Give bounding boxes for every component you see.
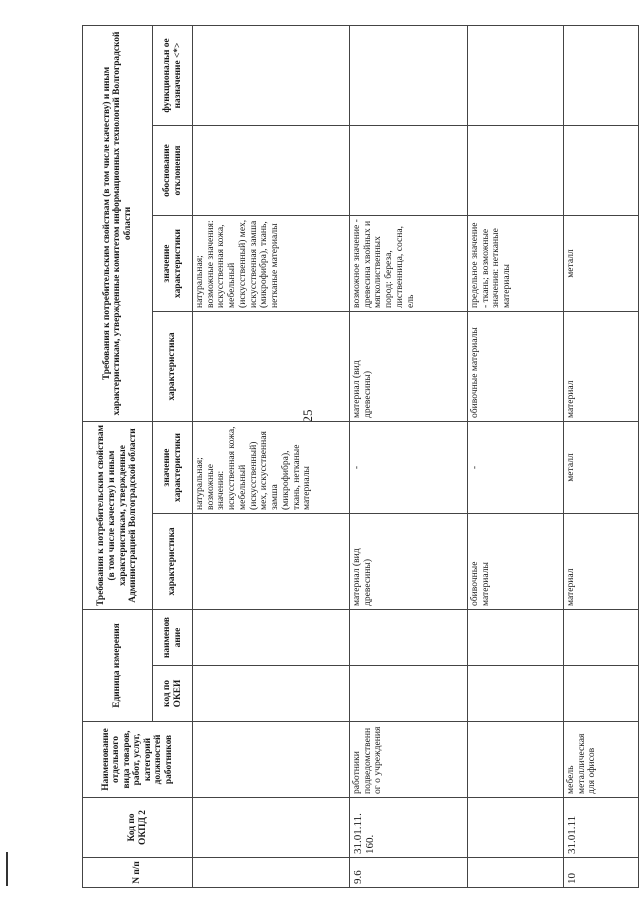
cell-num: 10: [564, 858, 639, 888]
table-row: [468, 26, 564, 888]
header-admin-characteristic: характеристика: [153, 514, 193, 610]
header-unit-name: наименов ание: [153, 610, 193, 666]
cell-purpose: [350, 26, 468, 126]
cell-admin-characteristic: материал (вид древесины): [350, 514, 468, 610]
cell-unit-name: [564, 610, 639, 666]
header-num: N п/п: [83, 858, 193, 888]
cell-name: работники подведомственног о учреждения: [350, 722, 468, 798]
cell-okpd: 31.01.11: [564, 798, 639, 858]
margin-mark: [6, 852, 8, 886]
cell-comm-value: предельное значение - ткань; возможные значения: нетканые материалы: [468, 216, 564, 312]
cell-comm-characteristic: материал: [564, 312, 639, 422]
cell-justification: [564, 126, 639, 216]
cell-purpose: [564, 26, 639, 126]
header-admin-value: значение характеристики: [153, 422, 193, 514]
header-unit: Единица измерения: [83, 610, 153, 722]
cell-num: [468, 858, 564, 888]
cell-num: [193, 858, 350, 888]
cell-comm-value: натуральная; возможные значения: искусственная кожа, мебельный (искусственный) мех, искусственная замша (микрофибра), ткань, нетканые материалы: [193, 216, 350, 312]
cell-unit-name: [350, 610, 468, 666]
cell-comm-value: возможное значение - древесина хвойных и мягколиственных пород: береза, лиственница, сосна, ель: [350, 216, 468, 312]
header-name: Наименование отдельного вида товаров, работ, услуг, категорий должностей работников: [83, 722, 193, 798]
cell-num: 9.6: [350, 858, 468, 888]
cell-admin-characteristic: обивочные материалы: [468, 514, 564, 610]
cell-comm-characteristic: обивочные материалы: [468, 312, 564, 422]
cell-justification: [468, 126, 564, 216]
cell-name: [193, 722, 350, 798]
requirements-table: [82, 25, 639, 888]
cell-name: [468, 722, 564, 798]
header-purpose: функциональн ое назначение <*>: [153, 26, 193, 126]
header-req-committee: Требования к потребительским свойствам (в том числе качеству) и иным характеристикам, утвержденные комитетом информационных технологий Волгоградской области: [83, 26, 153, 422]
header-comm-characteristic: характеристика: [153, 312, 193, 422]
cell-admin-characteristic: материал: [564, 514, 639, 610]
page-number: 25: [300, 409, 315, 423]
header-unit-code: код по ОКЕИ: [153, 666, 193, 722]
cell-admin-value: -: [468, 422, 564, 514]
cell-admin-value: натуральная; возможные значения: искусственная кожа, мебельный (искусственный) мех, искусственная замша (микрофибра), ткань, нетканые материалы: [193, 422, 350, 514]
cell-name: мебель металлическая для офисов: [564, 722, 639, 798]
cell-comm-value: металл: [564, 216, 639, 312]
cell-unit-code: [350, 666, 468, 722]
table-row: [350, 26, 468, 888]
header-req-admin: Требования к потребительским свойствам (в том числе качеству) и иным характеристикам, утвержденные Администрацией Волгоградской области: [83, 422, 153, 610]
cell-unit-code: [193, 666, 350, 722]
cell-admin-value: -: [350, 422, 468, 514]
cell-admin-characteristic: [193, 514, 350, 610]
header-okpd: Код по ОКПД 2: [83, 798, 193, 858]
cell-unit-name: [468, 610, 564, 666]
table-row: [193, 26, 350, 888]
cell-unit-code: [564, 666, 639, 722]
header-comm-value: значение характеристики: [153, 216, 193, 312]
cell-unit-code: [468, 666, 564, 722]
cell-okpd: 31.01.11. 160.: [350, 798, 468, 858]
cell-okpd: [193, 798, 350, 858]
cell-unit-name: [193, 610, 350, 666]
cell-comm-characteristic: [193, 312, 350, 422]
cell-admin-value: металл: [564, 422, 639, 514]
table-row: [564, 26, 639, 888]
header-justification: обоснование отклонения: [153, 126, 193, 216]
cell-purpose: [468, 26, 564, 126]
cell-justification: [193, 126, 350, 216]
cell-okpd: [468, 798, 564, 858]
cell-purpose: [193, 26, 350, 126]
cell-justification: [350, 126, 468, 216]
rotated-table-wrapper: [82, 26, 638, 888]
cell-comm-characteristic: материал (вид древесины): [350, 312, 468, 422]
